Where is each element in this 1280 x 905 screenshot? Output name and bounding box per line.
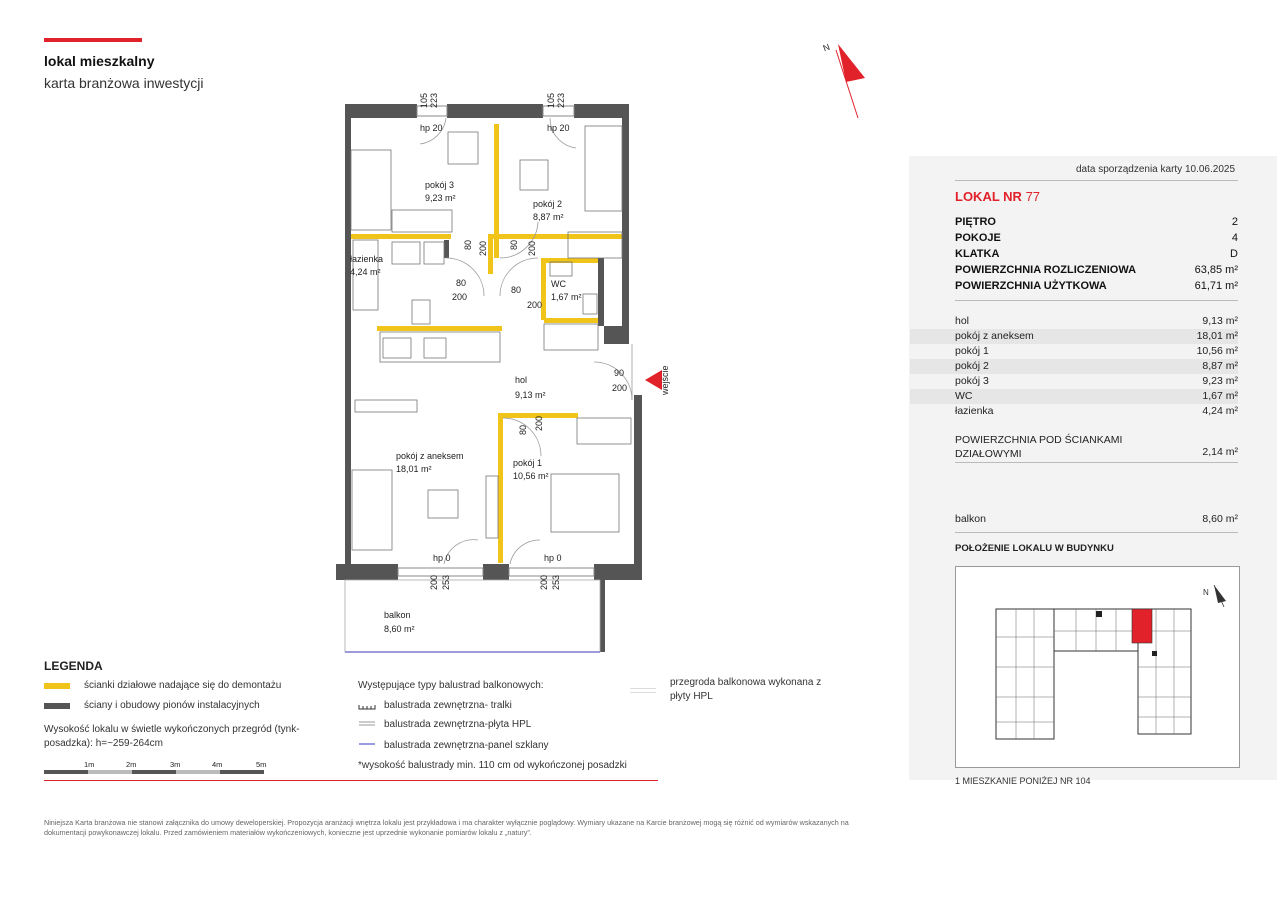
- door-height: 200: [452, 292, 468, 302]
- divider: [955, 180, 1238, 181]
- balustrade-type: balustrada zewnętrzna- tralki: [384, 700, 512, 711]
- balustrade-type: balustrada zewnętrzna-panel szklany: [384, 740, 549, 751]
- room-name: łazienka: [350, 254, 384, 264]
- scale-label: 1m: [84, 760, 95, 769]
- balcony-value: 8,60 m²: [1202, 513, 1238, 525]
- divider: [955, 300, 1238, 301]
- room-area: 8,60 m²: [384, 624, 415, 634]
- door-width: 80: [456, 278, 467, 288]
- property-row: PIĘTRO 2: [955, 216, 1238, 228]
- room-area-row: pokój 3 9,23 m²: [955, 375, 1238, 387]
- window-sill-height: hp 0: [433, 553, 451, 563]
- room-area-row: pokój 2 8,87 m²: [910, 359, 1238, 374]
- door-width: 80: [463, 239, 473, 250]
- scale-label: 5m: [256, 760, 267, 769]
- outer-walls: [336, 104, 642, 652]
- window-dimension: 105: [546, 92, 556, 108]
- height-note: Wysokość lokalu w świetle wykończonych przegród (tynk-posadzka): h=~259-264cm: [44, 724, 300, 749]
- balustrade-note: *wysokość balustrady min. 110 cm od wykończonej posadzki: [358, 760, 627, 771]
- room-name: WC: [551, 279, 566, 289]
- balcony-partition-note: przegroda balkonowa wykonana z płyty HPL: [670, 677, 822, 702]
- partition-area-value: 2,14 m²: [1202, 446, 1238, 458]
- room-area: 9,13 m²: [515, 390, 546, 400]
- window-dimension: 253: [441, 574, 451, 590]
- property-row: POWIERZCHNIA ROZLICZENIOWA 63,85 m²: [955, 264, 1238, 276]
- window-dimension: 223: [429, 92, 439, 108]
- room-area-row: pokój z aneksem 18,01 m²: [910, 329, 1238, 344]
- room-area-row: łazienka 4,24 m²: [955, 405, 1238, 417]
- room-area-row: hol 9,13 m²: [955, 315, 1238, 327]
- installation-walls: [444, 240, 604, 326]
- window-sill-height: hp 0: [544, 553, 562, 563]
- scale-label: 3m: [170, 760, 181, 769]
- room-area: 1,67 m²: [551, 292, 582, 302]
- balustrade-title: Występujące typy balustrad balkonowych:: [358, 680, 544, 691]
- disclaimer: Niniejsza Karta branżowa nie stanowi załącznika do umowy deweloperskiej. Propozycja aranżacji wnętrza lokalu jest przykładowa i ma charakter wyłącznie poglądowy. Wymiary ukazane na Karcie branżowej mogą się różnić od wymiarów wskazanych na dokumentacji powykonawczej lokalu. Przed zamówieniem materiałów wykończeniowych, konieczne jest uprzednie wykonanie pomiarów lokalu z „natury”.: [44, 818, 849, 837]
- legend-title: LEGENDA: [44, 659, 103, 673]
- room-name: pokój 2: [533, 199, 563, 209]
- location-title: POŁOŻENIE LOKALU W BUDYNKU: [955, 543, 1114, 554]
- window-dimension: 200: [429, 574, 439, 590]
- room-name: hol: [515, 375, 528, 385]
- legend-walls: ściany i obudowy pionów instalacyjnych: [84, 700, 260, 711]
- property-row: KLATKA D: [955, 248, 1238, 260]
- room-area-row: pokój 1 10,56 m²: [955, 345, 1238, 357]
- cutoff-text: 1 MIESZKANIE PONIŻEJ NR 104: [955, 776, 1091, 786]
- room-name: balkon: [384, 610, 411, 620]
- window-dimension: 105: [419, 92, 429, 108]
- door-height: 200: [527, 300, 543, 310]
- building-location-map: [955, 566, 1240, 768]
- room-area: 9,23 m²: [425, 193, 456, 203]
- minimap-compass-label: N: [1203, 588, 1209, 597]
- room-name: pokój 3: [425, 180, 455, 190]
- property-row: POWIERZCHNIA UŻYTKOWA 61,71 m²: [955, 280, 1238, 292]
- card-date: data sporządzenia karty 10.06.2025: [1076, 164, 1235, 175]
- divider-line: [44, 780, 658, 781]
- door-height: 200: [612, 383, 628, 393]
- partition-area-label: POWIERZCHNIA POD ŚCIANKAMI DZIAŁOWYMI: [955, 434, 1123, 460]
- room-name: pokój 1: [513, 458, 543, 468]
- scale-label: 2m: [126, 760, 137, 769]
- removable-partition-swatch: [44, 683, 70, 689]
- compass-label: N: [821, 41, 832, 54]
- entrance-label: wejście: [660, 365, 670, 395]
- door-width: 80: [511, 285, 522, 295]
- window-dimension: 200: [539, 574, 549, 590]
- unit-number: [955, 189, 1040, 204]
- unit-number-label: LOKAL NR: [955, 189, 1022, 204]
- room-area: 8,87 m²: [533, 212, 564, 222]
- walls-swatch: [44, 703, 70, 709]
- balustrade-type: balustrada zewnętrzna-płyta HPL: [384, 719, 532, 730]
- property-row: POKOJE 4: [955, 232, 1238, 244]
- partition-symbol: [630, 688, 656, 693]
- document-subtitle: karta branżowa inwestycji: [44, 75, 204, 91]
- room-name: pokój z aneksem: [396, 451, 464, 461]
- scale-label: 4m: [212, 760, 223, 769]
- document-type: lokal mieszkalny: [44, 53, 155, 69]
- door-height: 200: [478, 240, 488, 256]
- window-sill-height: hp 20: [420, 123, 443, 133]
- room-area: 18,01 m²: [396, 464, 432, 474]
- window-dimension: 223: [556, 92, 566, 108]
- door-width: 80: [509, 239, 519, 250]
- door-height: 200: [534, 415, 544, 431]
- divider: [955, 532, 1238, 533]
- furniture: [351, 126, 631, 550]
- divider: [955, 462, 1238, 463]
- room-area: 4,24 m²: [350, 267, 381, 277]
- unit-number-value: 77: [1025, 189, 1041, 204]
- balcony-row: [955, 513, 1238, 525]
- scale-bar: [44, 770, 266, 774]
- window-sill-height: hp 20: [547, 123, 570, 133]
- unit-highlight: [1132, 609, 1152, 643]
- window-dimension: 253: [551, 574, 561, 590]
- partition-area: [955, 433, 1238, 461]
- balustrade-symbols: [358, 702, 378, 752]
- room-area-row: WC 1,67 m²: [910, 389, 1238, 404]
- minimap-compass-icon: [1203, 585, 1226, 607]
- door-height: 200: [527, 240, 537, 256]
- compass-icon: [822, 42, 865, 118]
- door-width: 90: [614, 368, 625, 378]
- legend-removable: ścianki działowe nadające się do demontażu: [84, 680, 282, 691]
- room-area: 10,56 m²: [513, 471, 549, 481]
- balcony-label: balkon: [955, 513, 986, 525]
- door-width: 80: [518, 424, 528, 435]
